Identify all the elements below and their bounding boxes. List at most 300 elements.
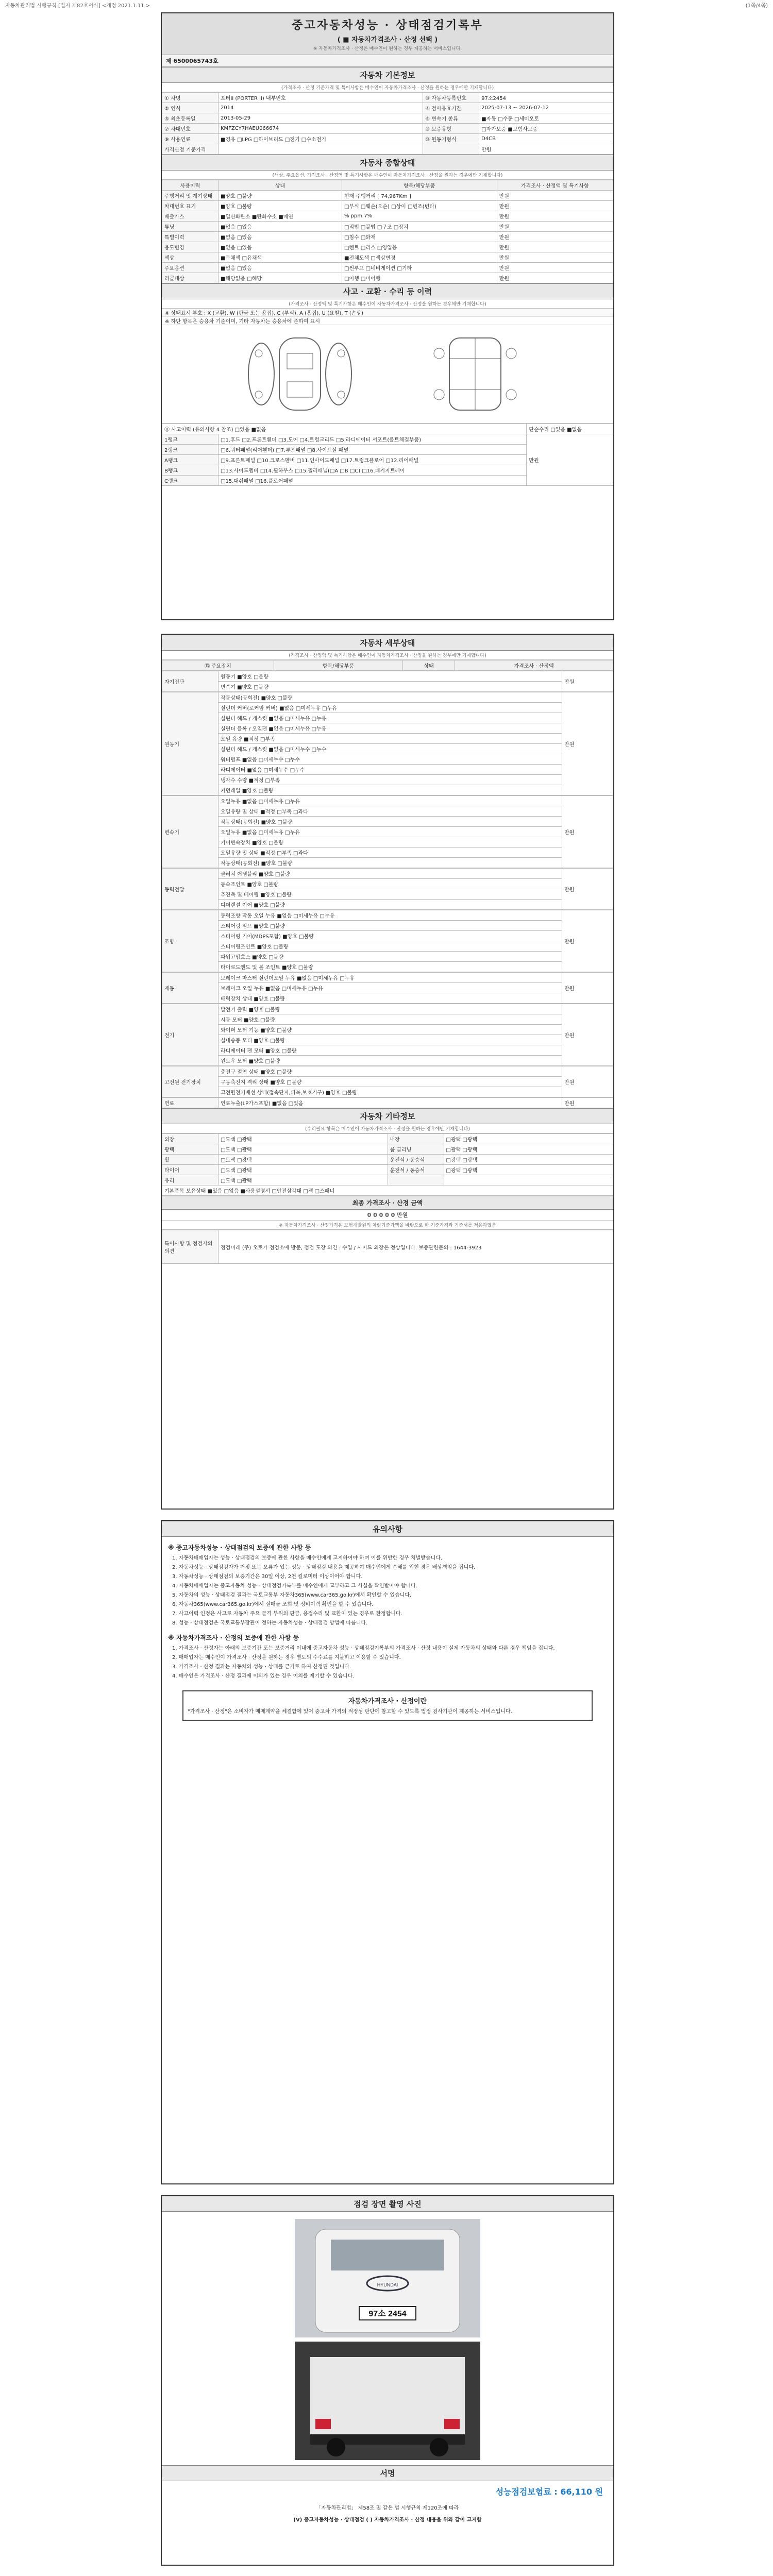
special-label: 특이사항 및 점검자의 의견 — [162, 1230, 219, 1264]
value: □광택 □광택 — [444, 1134, 613, 1144]
column-header: 항목/해당부품 — [274, 660, 403, 671]
table-row — [162, 682, 613, 692]
item: 색상 — [162, 252, 219, 263]
value — [219, 144, 423, 155]
detail-item: 스티어링조인트 ■양호 □불량 — [219, 941, 562, 952]
price: 만원 — [527, 434, 613, 486]
table-row — [162, 1025, 613, 1035]
table-row — [162, 1134, 613, 1144]
label: ① 차명 — [162, 93, 219, 103]
device-name: 자기진단 — [162, 671, 219, 692]
detail-group — [162, 1004, 613, 1066]
table-row — [162, 837, 613, 848]
footer-note-1: 「자동차관리법」 제58조 및 같은 법 시행규칙 제120조에 따라 — [316, 2505, 459, 2511]
detail-item: 작동상태(공회전) ■양호 □불량 — [219, 858, 562, 868]
value: □광택 □광택 — [444, 1144, 613, 1155]
table-row — [162, 889, 613, 900]
table-row — [162, 1056, 613, 1066]
summary-title: 자동차 종합상태 — [162, 155, 613, 171]
state: ■없음 □있음 — [219, 242, 342, 252]
rank-items: □15.대쉬패널 □16.플로어패널 — [219, 476, 527, 486]
value: 2025-07-13 ~ 2026-07-12 — [479, 103, 613, 113]
summary-table — [162, 180, 613, 283]
table-row — [162, 858, 613, 868]
plate-text: 97소 2454 — [368, 2310, 407, 2318]
total-value: 0 0 0 0 0 만원 — [162, 1210, 613, 1221]
notice-box-title: 자동차가격조사 · 산정이란 — [348, 1698, 427, 1705]
accident-legend: ※ 상태표시 부호 : X (교환), W (판금 또는 용접), C (부식), A (흠집), U (요철), T (손상) — [162, 309, 613, 317]
item: 룸 클리닝 — [388, 1144, 444, 1155]
accident-title: 사고 · 교환 · 수리 등 이력 — [162, 283, 613, 299]
price: 만원 — [497, 201, 613, 211]
detail-item: 워터펌프 ■없음 □미세누수 □누수 — [219, 754, 562, 765]
page-indicator: (1쪽/4쪽) — [745, 3, 768, 9]
record-header — [162, 13, 613, 55]
detail-table — [162, 660, 613, 671]
label: 가격산정 기준가격 — [162, 144, 219, 155]
item: 배출가스 — [162, 211, 219, 222]
price: 만원 — [562, 1066, 613, 1097]
table-row — [162, 1014, 613, 1025]
accident-table — [162, 423, 613, 486]
table-row — [162, 1004, 613, 1014]
etc-title: 자동차 기타정보 — [162, 1108, 613, 1124]
detail-item: 스티어링 기어(MDPS포함) ■양호 □불량 — [219, 931, 562, 941]
value: 2014 — [219, 103, 423, 113]
table-row — [162, 1144, 613, 1155]
sign-title: 서명 — [162, 2465, 613, 2481]
device-name: 동력전달 — [162, 869, 219, 910]
table-row — [162, 1185, 613, 1196]
notice-item: 3. 가격조사 · 산정 결과는 자동차의 성능 · 상태를 근거로 하여 산정된 것입니다. — [172, 1664, 351, 1670]
item: 주요옵션 — [162, 263, 219, 273]
rank-items: □1.후드 □2.프론트휀더 □3.도어 □4.트렁크리드 □5.라디에이터 서포트(볼트체결부품) — [219, 434, 527, 445]
accident-history: ⑪ 사고이력 (유의사항 4 참조) □있음 ■없음 — [162, 424, 527, 434]
notice-heading-2: ※ 자동차가격조사 · 산정의 보증에 관한 사항 등 — [168, 1634, 299, 1641]
notice-item: 6. 자동차365(www.car365.go.kr)에서 실매물 조회 및 정비이력 확인을 할 수 있습니다. — [172, 1602, 374, 1607]
table-row — [162, 993, 613, 1004]
table-row — [162, 973, 613, 983]
column-header: 항목/해당부품 — [342, 180, 497, 191]
detail-item: 고전원전기배선 상태(접속단자,피복,보호기구) ■양호 □불량 — [219, 1087, 562, 1097]
state: ■양호 □불량 — [219, 191, 342, 201]
device-name: 원동기 — [162, 692, 219, 795]
brand-text: HYUNDAI — [377, 2282, 398, 2287]
item: 외장 — [162, 1134, 219, 1144]
form-reference-bar — [0, 0, 773, 9]
record-title: 중고자동차성능 · 상태점검기록부 — [292, 19, 483, 32]
notice-heading-1: ※ 중고자동차성능 · 상태점검의 보증에 관한 사항 등 — [168, 1544, 311, 1551]
special-text: 점검미래 (주) 오토카 점검소에 방문, 점검 도장 의견 : 수입 / 사이드 외장은 정상입니다. 보증관련문의 : 1644-3923 — [219, 1230, 613, 1264]
detail-item: 충전구 절연 상태 ■양호 □불량 — [219, 1066, 562, 1077]
table-row — [162, 1175, 613, 1185]
item: 리콜대상 — [162, 273, 219, 283]
value: 97소2454 — [479, 93, 613, 103]
label: ④ 검사유효기간 — [423, 103, 479, 113]
table-row — [162, 931, 613, 941]
notice-item: 4. 매수인은 가격조사 · 산정 결과에 이의가 있는 경우 이의를 제기할 수 있습니다. — [172, 1673, 355, 1679]
detail-group — [162, 1066, 613, 1097]
rank: A랭크 — [162, 455, 219, 465]
detail-item: 냉각수 수량 ■적정 □부족 — [219, 775, 562, 785]
item: 휠 — [162, 1155, 219, 1165]
price: 만원 — [562, 796, 613, 868]
page-3 — [161, 1520, 614, 2184]
footer-note-2: (V) 중고자동차성능 · 상태점검 ( ) 자동차가격조사 · 산정 내용을 위와 같이 고지함 — [293, 2517, 482, 2523]
detail: □썬루프 □네비게이션 □기타 — [342, 263, 497, 273]
table-row — [162, 1066, 613, 1077]
price: 만원 — [497, 252, 613, 263]
notice-item: 7. 사고이력 인정은 사고로 자동차 주요 골격 부위의 판금, 용접수리 및 교환이 있는 경우로 한정합니다. — [172, 1611, 402, 1617]
item: 용도변경 — [162, 242, 219, 252]
rank-items: □6.쿼터패널(리어휀더) □7.루프패널 □8.사이드실 패널 — [219, 445, 527, 455]
value — [444, 1175, 613, 1185]
table-row — [162, 263, 613, 273]
value: 만원 — [479, 144, 613, 155]
item: 운전석 / 동승석 — [388, 1155, 444, 1165]
table-row — [162, 723, 613, 734]
detail: □적법 □불법 □구조 □장치 — [342, 222, 497, 232]
table-row — [162, 1098, 613, 1108]
rank: C랭크 — [162, 476, 219, 486]
table-header — [162, 180, 613, 191]
notice-items-2 — [162, 1645, 613, 1680]
label: ⑤ 최초등록일 — [162, 113, 219, 124]
detail-item: 윈도우 모터 ■양호 □불량 — [219, 1056, 562, 1066]
detail-item: 클러치 어셈블리 ■양호 □불량 — [219, 869, 562, 879]
front-photo — [295, 2219, 480, 2337]
table-row — [162, 191, 613, 201]
table-row — [162, 713, 613, 723]
table-row — [162, 983, 613, 993]
notice-item: 3. 자동차성능 · 상태점검의 보증기간은 30일 이상, 2천 킬로미터 이상이어야 합니다. — [172, 1574, 363, 1580]
detail-item: 실린더 블록 / 오일팬 ■없음 □미세누유 □누유 — [219, 723, 562, 734]
detail: □렌트 □리스 □영업용 — [342, 242, 497, 252]
detail-item: 라디에이터 ■없음 □미세누수 □누수 — [219, 765, 562, 775]
item: 특별이력 — [162, 232, 219, 242]
table-row — [162, 910, 613, 921]
detail-group — [162, 795, 613, 868]
notice-item: 1. 자동차매매업자는 성능 · 상태점검의 보증에 관한 사항을 매수인에게 고지하여야 하며 이를 위반한 경우 처벌받습니다. — [172, 1555, 443, 1561]
table-row — [162, 134, 613, 144]
record-subtitle: ( ■ 자동차가격조사 · 산정 선택 ) — [337, 36, 438, 44]
table-row — [162, 252, 613, 263]
value: ■자동 □수동 □세미오토 — [479, 113, 613, 124]
price: 만원 — [562, 869, 613, 910]
notice-title: 유의사항 — [162, 1521, 613, 1537]
page-1 — [161, 12, 614, 620]
value: ■경유 □LPG □하이브리드 □전기 □수소전기 — [219, 134, 423, 144]
detail-item: 오일누유 ■없음 □미세누유 □누유 — [219, 827, 562, 837]
item: 튜닝 — [162, 222, 219, 232]
rank: B랭크 — [162, 465, 219, 476]
detail: ■전체도색 □색상변경 — [342, 252, 497, 263]
table-row — [162, 785, 613, 795]
detail-item: 작동상태(공회전) ■양호 □불량 — [219, 692, 562, 703]
table-row — [162, 952, 613, 962]
rank: 2랭크 — [162, 445, 219, 455]
record-note: ※ 자동차가격조사 · 산정은 매수인이 원하는 경우 제공하는 서비스입니다. — [313, 46, 462, 52]
state: ■해당없음 □해당 — [219, 273, 342, 283]
detail-group — [162, 972, 613, 1004]
table-row — [162, 103, 613, 113]
column-header: ⑬ 주요장치 — [162, 660, 274, 671]
item: 주행거리 및 계기상태 — [162, 191, 219, 201]
detail-item: 오일 유량 ■적정 □부족 — [219, 734, 562, 744]
label: ⑧ 보증유형 — [423, 124, 479, 134]
table-row — [162, 921, 613, 931]
detail: □침수 □화재 — [342, 232, 497, 242]
table-row — [162, 1165, 613, 1175]
detail-item: 라디에이터 팬 모터 ■양호 □불량 — [219, 1045, 562, 1056]
notice-item: 5. 자동차의 성능 · 상태점검 결과는 국토교통부 자동차365(www.car365.go.kr)에서 확인할 수 있습니다. — [172, 1592, 412, 1598]
detail: □부식 □훼손(오손) □상이 □변조(변타) — [342, 201, 497, 211]
item: 운전석 / 동승석 — [388, 1165, 444, 1175]
total-sub: ※ 자동차가격조사 · 산정가격은 보험개발원의 차량기준가액을 바탕으로 한 기준가격과 기준서를 적용하였음 — [162, 1221, 613, 1230]
detail-item: 실린더 커버(로커암 커버) ■없음 □미세누유 □누유 — [219, 703, 562, 713]
notice-box-text: "가격조사 · 산정"은 소비자가 매매계약을 체결함에 있어 중고차 가격의 적정성 판단에 참고할 수 있도록 법정 검사기관이 제공하는 서비스입니다. — [188, 1709, 512, 1715]
column-header: 사용이력 — [162, 180, 219, 191]
state: ■없음 □있음 — [219, 263, 342, 273]
price: 만원 — [562, 692, 613, 795]
detail: % ppm 7% — [342, 211, 497, 222]
table-row — [162, 879, 613, 889]
basic-info-title: 자동차 기본정보 — [162, 67, 613, 83]
detail-item: 발전기 출력 ■양호 □불량 — [219, 1004, 562, 1014]
page-4 — [161, 2195, 614, 2566]
table-row — [162, 273, 613, 283]
device-name: 제동 — [162, 973, 219, 1004]
detail-group — [162, 671, 613, 692]
notice-items — [162, 1555, 613, 1627]
detail-item: 디퍼렌셜 기어 ■양호 □불량 — [219, 900, 562, 910]
detail-item: 파워고압호스 ■양호 □불량 — [219, 952, 562, 962]
price: 만원 — [562, 973, 613, 1004]
detail-item: 동력조향 작동 오일 누유 ■없음 □미세누유 □누유 — [219, 910, 562, 921]
detail-item: 원동기 ■양호 □불량 — [219, 671, 562, 682]
table-row — [162, 232, 613, 242]
item: 광택 — [162, 1144, 219, 1155]
device-name: 고전원 전기장치 — [162, 1066, 219, 1097]
detail-title: 자동차 세부상태 — [162, 635, 613, 651]
table-row — [162, 941, 613, 952]
detail-item: 오일유량 및 상태 ■적정 □부족 □과다 — [219, 806, 562, 817]
price: 만원 — [497, 211, 613, 222]
special-table — [162, 1230, 613, 1264]
detail-item: 오일누유 ■없음 □미세누유 □누유 — [219, 796, 562, 806]
table-row — [162, 1077, 613, 1087]
detail-item: 와이퍼 모터 기능 ■양호 □불량 — [219, 1025, 562, 1035]
price: 만원 — [497, 222, 613, 232]
device-name: 변속기 — [162, 796, 219, 868]
detail-item: 연료누출(LP가스포함) ■없음 □있음 — [219, 1098, 562, 1108]
price: 만원 — [497, 191, 613, 201]
total-title: 최종 가격조사 · 산정 금액 — [162, 1196, 613, 1210]
label — [423, 144, 479, 155]
truck-rear-image — [295, 2342, 480, 2460]
table-row — [162, 1035, 613, 1045]
device-name: 조향 — [162, 910, 219, 972]
table-row — [162, 796, 613, 806]
basic-info-sub: (가격조사 · 산정 기준가격 및 특이사항은 매수인이 자동차가격조사 · 산정을 원하는 경우에만 기재합니다) — [162, 83, 613, 92]
summary-sub: (색상, 주요옵션, 가격조사 · 산정액 및 특기사항은 매수인이 자동차가격조사 · 산정을 원하는 경우에만 기재합니다) — [162, 171, 613, 180]
value: □자가보증 ■보험사보증 — [479, 124, 613, 134]
value: □도색 □광택 — [219, 1144, 388, 1155]
price: 만원 — [562, 1004, 613, 1066]
price: 만원 — [497, 242, 613, 252]
value: □도색 □광택 — [219, 1175, 388, 1185]
detail-item: 실린더 헤드 / 개스킷 ■없음 □미세누유 □누유 — [219, 713, 562, 723]
etc-table — [162, 1133, 613, 1196]
truck-front-image — [295, 2219, 480, 2337]
detail-item: 실린더 헤드 / 개스킷 ■없음 □미세누수 □누수 — [219, 744, 562, 754]
value: D4CB — [479, 134, 613, 144]
table-row — [162, 201, 613, 211]
value: 2013-05-29 — [219, 113, 423, 124]
detail-item: 작동상태(공회전) ■양호 □불량 — [219, 817, 562, 827]
price: 만원 — [497, 263, 613, 273]
detail-item: 스티어링 펌프 ■양호 □불량 — [219, 921, 562, 931]
detail-item: 등속조인트 ■양호 □불량 — [219, 879, 562, 889]
detail-item: 커먼레일 ■양호 □불량 — [219, 785, 562, 795]
table-row — [162, 671, 613, 682]
price: 만원 — [497, 273, 613, 283]
detail-group — [162, 1097, 613, 1108]
insurance-fee: 성능점검보험료 : 66,110 원 — [495, 2487, 603, 2497]
price: 만원 — [497, 232, 613, 242]
detail-group — [162, 692, 613, 795]
notice-item: 2. 매매업자는 매수인이 가격조사 · 산정을 원하는 경우 별도의 수수료를 지불하고 이용할 수 있습니다. — [172, 1655, 401, 1660]
table-row — [162, 827, 613, 837]
etc-sub: (수리필요 항목은 매수인이 자동차가격조사 · 산정을 원하는 경우에만 기재합니다) — [162, 1124, 613, 1133]
state: ■없음 □있음 — [219, 222, 342, 232]
detail-item: 타이로드엔드 및 볼 조인트 ■양호 □불량 — [219, 962, 562, 972]
table-row — [162, 848, 613, 858]
detail-item: 실내송풍 모터 ■양호 □불량 — [219, 1035, 562, 1045]
detail-group — [162, 868, 613, 910]
state: ■일산화탄소 ■탄화수소 ■매연 — [219, 211, 342, 222]
document-number: 제 6500065743호 — [162, 55, 613, 67]
label: ⑦ 차대번호 — [162, 124, 219, 134]
notice-item: 8. 성능 · 상태점검은 국토교통부장관이 정하는 자동차성능 · 상태점검 방법에 따릅니다. — [172, 1620, 368, 1626]
table-row — [162, 817, 613, 827]
table-row — [162, 754, 613, 765]
notice-box — [182, 1690, 593, 1721]
device-name: 연료 — [162, 1098, 219, 1108]
accident-legend-2: ※ 하단 항목은 승용차 기준이며, 기타 자동차는 승용차에 준하여 표시 — [162, 317, 613, 325]
item: 차대번호 표기 — [162, 201, 219, 211]
basic-items: 기본품목 보유상태 ■있음 □없음 ■사용설명서 □안전삼각대 □잭 □스패너 — [162, 1185, 613, 1196]
table-row — [162, 1087, 613, 1097]
detail-item: 배력장치 상태 ■양호 □불량 — [219, 993, 562, 1004]
item: 내장 — [388, 1134, 444, 1144]
table-row — [162, 1230, 613, 1264]
state: ■없음 □있음 — [219, 232, 342, 242]
detail-item: 시동 모터 ■양호 □불량 — [219, 1014, 562, 1025]
rank-items: □9.프론트패널 □10.크로스멤버 □11.인사이드패널 □17.트렁크플로어 □12.리어패널 — [219, 455, 527, 465]
detail-group — [162, 910, 613, 972]
table-row — [162, 734, 613, 744]
label: ⑨ 사용연료 — [162, 134, 219, 144]
table-row — [162, 775, 613, 785]
table-row — [162, 113, 613, 124]
table-row — [162, 703, 613, 713]
rank: 1랭크 — [162, 434, 219, 445]
table-row — [162, 124, 613, 134]
notice-item: 2. 자동차성능 · 상태점검자가 거짓 또는 오류가 있는 성능 · 상태점검 내용을 제공하여 매수인에게 손해를 입힌 경우 배상책임을 집니다. — [172, 1565, 476, 1570]
label: ⑥ 변속기 종류 — [423, 113, 479, 124]
price: 만원 — [562, 1098, 613, 1108]
value: □광택 □광택 — [444, 1155, 613, 1165]
column-header: 가격조사 · 산정액 및 특기사항 — [497, 180, 613, 191]
detail-sub: (가격조사 · 산정액 및 특기사항은 매수인이 자동차가격조사 · 산정을 원하는 경우에만 기재합니다) — [162, 651, 613, 660]
table-header — [162, 660, 613, 671]
form-reference: 자동차관리법 시행규칙 [별지 제82호서식] <개정 2021.1.11.> — [5, 3, 150, 9]
detail: □이행 □미이행 — [342, 273, 497, 283]
table-row — [162, 806, 613, 817]
table-row — [162, 211, 613, 222]
table-row — [162, 434, 613, 445]
table-row — [162, 222, 613, 232]
table-row — [162, 424, 613, 434]
price: 만원 — [562, 671, 613, 692]
detail-item: 기어변속장치 ■양호 □불량 — [219, 837, 562, 848]
item: 타이어 — [162, 1165, 219, 1175]
table-row — [162, 144, 613, 155]
notice-item: 4. 자동차매매업자는 중고자동차 성능 · 상태점검기록부를 매수인에게 교부하고 그 사실을 확인받아야 합니다. — [172, 1583, 417, 1589]
item: 유리 — [162, 1175, 219, 1185]
table-row — [162, 744, 613, 754]
accident-sub: (가격조사 · 산정액 및 특기사항은 매수인이 자동차가격조사 · 산정을 원하는 경우에만 기재합니다) — [162, 299, 613, 309]
table-row — [162, 242, 613, 252]
value: KMFZCY7HAEU066674 — [219, 124, 423, 134]
table-row — [162, 900, 613, 910]
detail-groups — [162, 671, 613, 1108]
detail-item: 브레이크 오일 누유 ■없음 □미세누유 □누유 — [219, 983, 562, 993]
basic-info-table — [162, 92, 613, 155]
vehicle-diagram — [162, 325, 613, 423]
table-row — [162, 1045, 613, 1056]
label: ② 연식 — [162, 103, 219, 113]
detail-item: 오일유량 및 상태 ■적정 □부족 □과다 — [219, 848, 562, 858]
table-row — [162, 93, 613, 103]
column-header: 상태 — [219, 180, 342, 191]
rear-photo — [295, 2342, 480, 2460]
state: ■무채색 □유채색 — [219, 252, 342, 263]
rank-items: □13.사이드멤버 □14.휠하우스 □15.필러패널(□A □B □C) □16.패키지트레이 — [219, 465, 527, 476]
state: ■양호 □불량 — [219, 201, 342, 211]
label: ⑩ 원동기형식 — [423, 134, 479, 144]
table-row — [162, 1155, 613, 1165]
value: □도색 □광택 — [219, 1155, 388, 1165]
detail-item: 구동축전지 격리 상태 ■양호 □불량 — [219, 1077, 562, 1087]
car-frame-diagram — [418, 333, 532, 415]
value: 포터II (PORTER II) 내부번호 — [219, 93, 423, 103]
table-row — [162, 962, 613, 972]
detail-item: 추진축 및 베어링 ■양호 □불량 — [219, 889, 562, 900]
page-2 — [161, 634, 614, 1510]
car-exterior-diagram — [243, 333, 357, 415]
price: 만원 — [562, 910, 613, 972]
detail-item: 변속기 ■양호 □불량 — [219, 682, 562, 692]
value: □도색 □광택 — [219, 1134, 388, 1144]
value: □광택 □광택 — [444, 1165, 613, 1175]
photos-title: 점검 장면 촬영 사진 — [162, 2196, 613, 2212]
table-row — [162, 765, 613, 775]
device-name: 전기 — [162, 1004, 219, 1066]
table-row — [162, 869, 613, 879]
item — [388, 1175, 444, 1185]
